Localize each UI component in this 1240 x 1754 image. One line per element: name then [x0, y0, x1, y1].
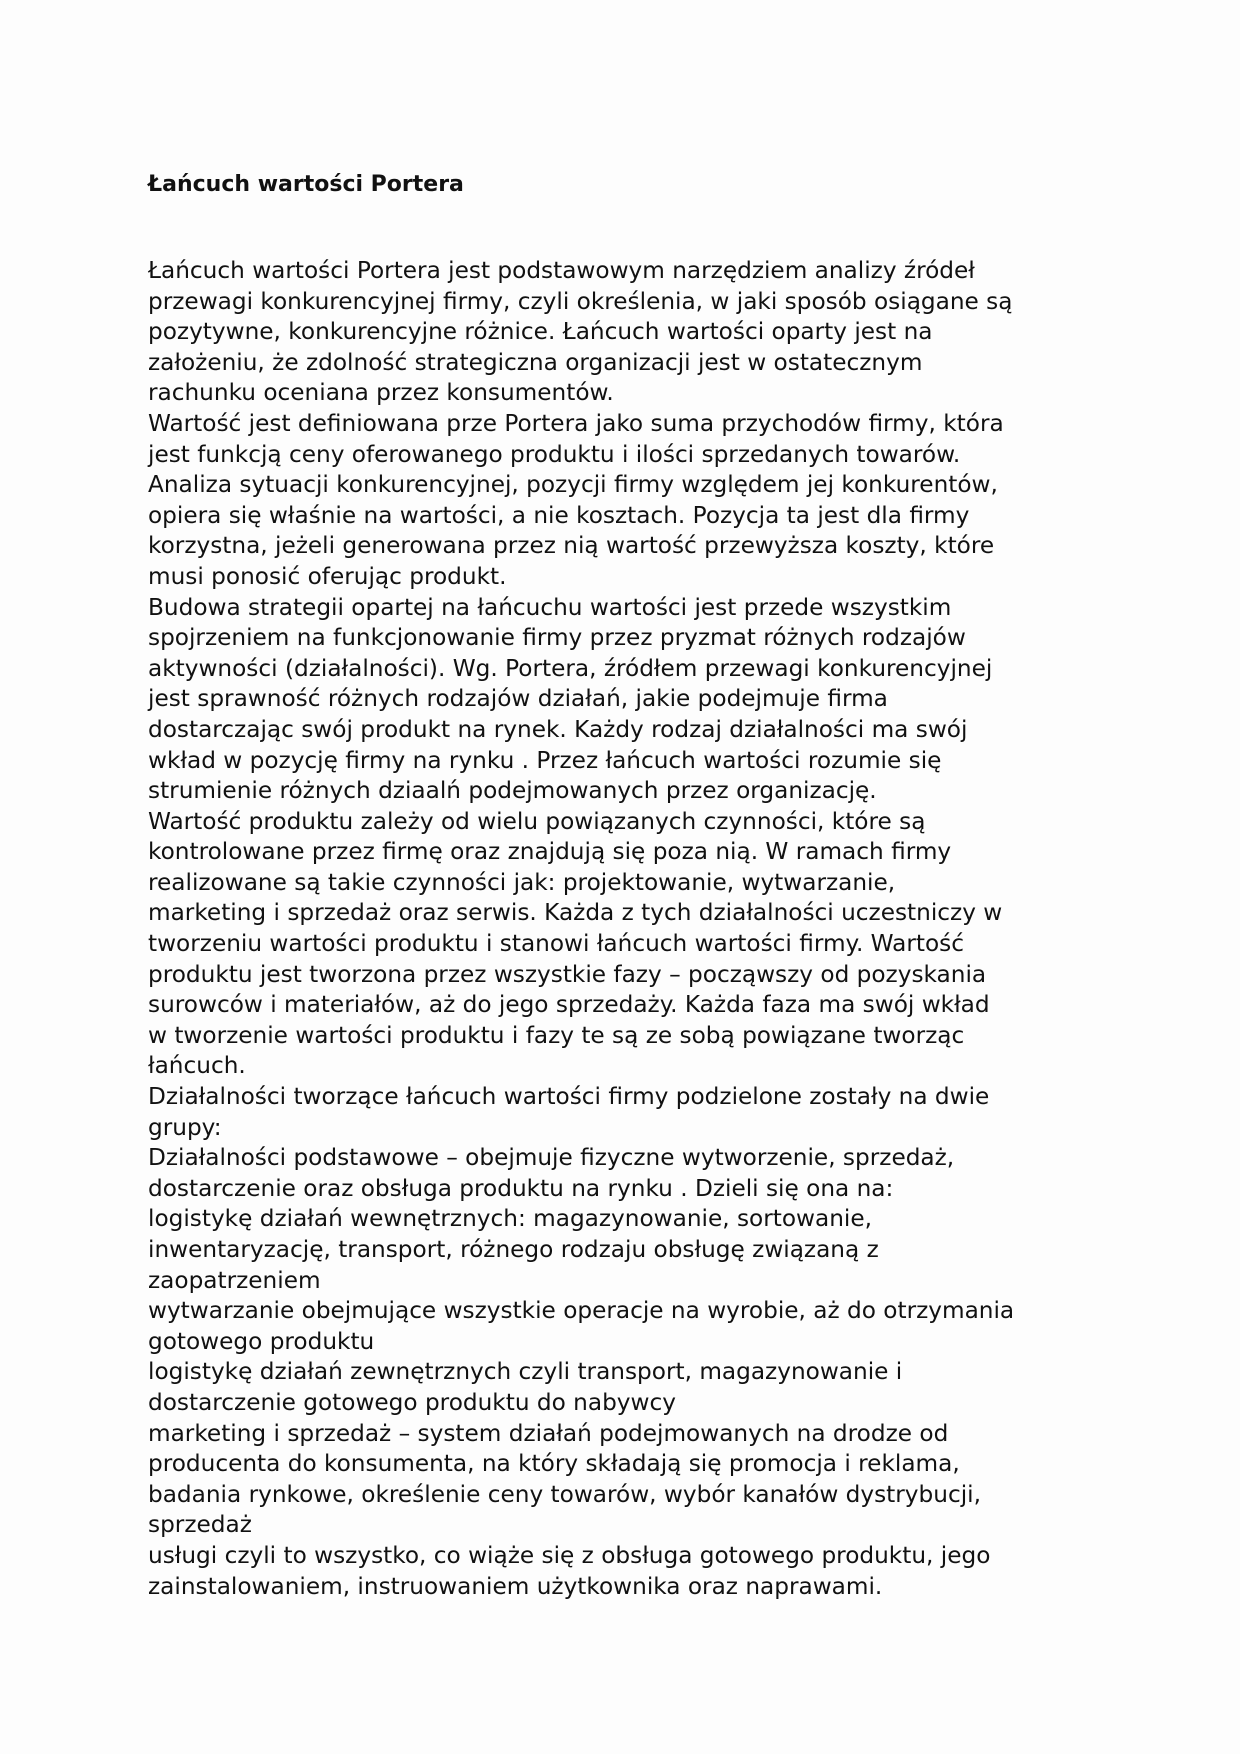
text-line: opiera się właśnie na wartości, a nie kosztach. Pozycja ta jest dla firmy — [148, 501, 970, 529]
text-line: pozytywne, konkurencyjne różnice. Łańcuch wartości oparty jest na — [148, 318, 933, 346]
text-line: dostarczenie gotowego produktu do nabywcy — [148, 1388, 676, 1416]
text-line: Analiza sytuacji konkurencyjnej, pozycji firmy względem jej konkurentów, — [148, 471, 998, 499]
text-line: Wartość produktu zależy od wielu powiązanych czynności, które są — [148, 807, 926, 835]
text-line: gotowego produktu — [148, 1327, 375, 1355]
document-body — [148, 256, 1108, 1602]
text-line: inwentaryzację, transport, różnego rodzaju obsługę związaną z — [148, 1236, 879, 1263]
text-line: rachunku oceniana przez konsumentów. — [148, 379, 614, 407]
text-line: zaopatrzeniem — [148, 1266, 321, 1294]
text-line: produktu jest tworzona przez wszystkie fazy – począwszy od pozyskania — [148, 960, 987, 988]
text-line: marketing i sprzedaż oraz serwis. Każda z tych działalności uczestniczy w — [148, 899, 1003, 927]
text-line: dostarczając swój produkt na rynek. Każdy rodzaj działalności ma swój — [148, 715, 968, 743]
text-line: kontrolowane przez firmę oraz znajdują się poza nią. W ramach firmy — [148, 838, 952, 866]
text-line: Wartość jest definiowana prze Portera jako suma przychodów firmy, która — [148, 409, 1004, 437]
text-line: tworzeniu wartości produktu i stanowi łańcuch wartości firmy. Wartość — [148, 930, 964, 958]
text-line: surowców i materiałów, aż do jego sprzedaży. Każda faza ma swój wkład — [148, 991, 990, 1019]
text-line: producenta do konsumenta, na który składają się promocja i reklama, — [148, 1450, 960, 1478]
text-line: Łańcuch wartości Portera jest podstawowym narzędziem analizy źródeł — [148, 257, 975, 284]
text-line: strumienie różnych dziaalń podejmowanych przez organizację. — [148, 777, 877, 805]
text-line: przewagi konkurencyjnej firmy, czyli określenia, w jaki sposób osiągane są — [148, 287, 1013, 315]
text-line: aktywności (działalności). Wg. Portera, źródłem przewagi konkurencyjnej — [148, 654, 993, 682]
text-line: jest funkcją ceny oferowanego produktu i ilości sprzedanych towarów. — [148, 440, 961, 468]
text-line: logistykę działań zewnętrznych czyli transport, magazynowanie i — [148, 1358, 903, 1386]
text-line: sprzedaż — [148, 1511, 252, 1539]
text-line: w tworzenie wartości produktu i fazy te są ze sobą powiązane tworząc — [148, 1021, 965, 1049]
text-line: realizowane są takie czynności jak: projektowanie, wytwarzanie, — [148, 868, 896, 896]
text-line: korzystna, jeżeli generowana przez nią wartość przewyższa koszty, które — [148, 532, 995, 560]
text-line: musi ponosić oferując produkt. — [148, 562, 507, 590]
text-line: jest sprawność różnych rodzajów działań, jakie podejmuje firma — [148, 685, 888, 713]
text-line: dostarczenie oraz obsługa produktu na rynku . Dzieli się ona na: — [148, 1174, 894, 1202]
text-line: Budowa strategii opartej na łańcuchu wartości jest przede wszystkim — [148, 593, 952, 621]
document-title: Łańcuch wartości Portera — [148, 172, 464, 197]
text-line: wytwarzanie obejmujące wszystkie operacje na wyrobie, aż do otrzymania — [148, 1297, 1015, 1325]
text-line: badania rynkowe, określenie ceny towarów, wybór kanałów dystrybucji, — [148, 1480, 981, 1508]
text-line: usługi czyli to wszystko, co wiąże się z obsługa gotowego produktu, jego — [148, 1541, 991, 1569]
text-line: zainstalowaniem, instruowaniem użytkownika oraz naprawami. — [148, 1572, 883, 1600]
text-line: logistykę działań wewnętrznych: magazynowanie, sortowanie, — [148, 1205, 872, 1233]
text-line: marketing i sprzedaż – system działań podejmowanych na drodze od — [148, 1419, 949, 1447]
text-line: łańcuch. — [148, 1052, 246, 1080]
text-line: wkład w pozycję firmy na rynku . Przez łańcuch wartości rozumie się — [148, 746, 942, 774]
text-line: założeniu, że zdolność strategiczna organizacji jest w ostatecznym — [148, 348, 923, 376]
text-line: Działalności podstawowe – obejmuje fizyczne wytworzenie, sprzedaż, — [148, 1144, 955, 1172]
text-line: grupy: — [148, 1113, 222, 1141]
text-line: Działalności tworzące łańcuch wartości firmy podzielone zostały na dwie — [148, 1083, 990, 1111]
text-line: spojrzeniem na funkcjonowanie firmy przez pryzmat różnych rodzajów — [148, 624, 966, 652]
